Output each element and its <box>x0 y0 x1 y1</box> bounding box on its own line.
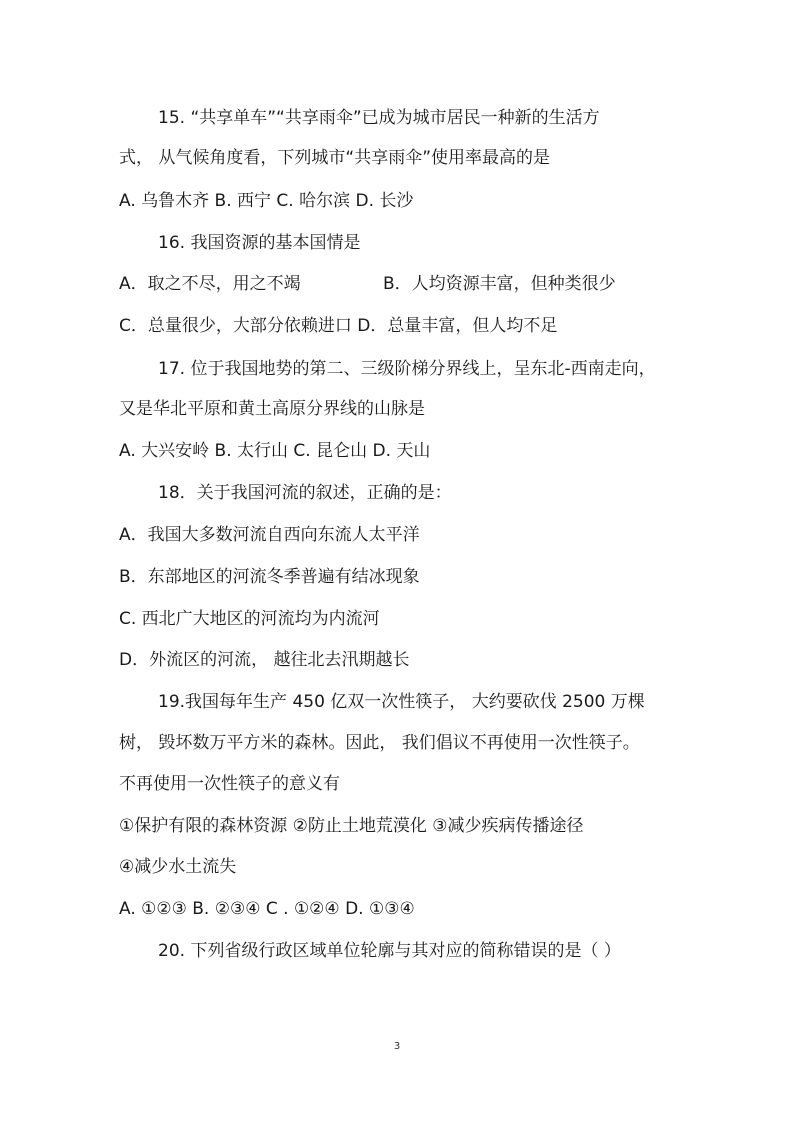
question-15-stem-line-2: 式， 从气候角度看，下列城市“共享雨伞”使用率最高的是 <box>119 148 551 168</box>
question-19-stem-line-2: 树， 毁坏数万平方米的森林。因此， 我们倡议不再使用一次性筷子。 <box>119 733 640 753</box>
question-17-stem-line-2: 又是华北平原和黄土高原分界线的山脉是 <box>119 399 425 419</box>
question-15-options: A. 乌鲁木齐 B. 西宁 C. 哈尔滨 D. 长沙 <box>119 191 414 211</box>
question-19-stem-line-1: 19.我国每年生产 450 亿双一次性筷子， 大约要砍伐 2500 万棵 <box>158 692 645 712</box>
question-18-option-a: A．我国大多数河流自西向东流人太平洋 <box>119 525 420 545</box>
question-19-stem-line-3: 不再使用一次性筷子的意义有 <box>119 774 340 794</box>
question-16-options-c-d: C．总量很少，大部分依赖进口 D．总量丰富，但人均不足 <box>119 316 558 336</box>
page-number: 3 <box>393 1041 401 1052</box>
question-16-stem: 16. 我国资源的基本国情是 <box>158 233 361 253</box>
question-19-options: A. ①②③ B. ②③④ C . ①②④ D. ①③④ <box>119 899 415 919</box>
question-20-stem: 20. 下列省级行政区域单位轮廓与其对应的简称错误的是（ ） <box>158 941 621 961</box>
question-18-stem: 18．关于我国河流的叙述，正确的是： <box>158 483 452 503</box>
question-15-stem-line-1: 15. “共享单车”“共享雨伞”已成为城市居民一种新的生活方 <box>158 108 600 128</box>
question-19-statements-line-2: ④减少水土流失 <box>119 857 237 877</box>
question-16-option-b: B．人均资源丰富，但种类很少 <box>383 274 616 294</box>
question-18-option-c: C. 西北广大地区的河流均为内流河 <box>119 609 380 629</box>
question-18-option-d: D．外流区的河流， 越往北去汛期越长 <box>119 650 410 670</box>
question-18-option-b: B．东部地区的河流冬季普遍有结冰现象 <box>119 567 420 587</box>
question-16-option-a: A．取之不尽，用之不竭 <box>119 274 301 294</box>
question-17-options: A. 大兴安岭 B. 太行山 C. 昆仑山 D. 天山 <box>119 441 431 461</box>
question-17-stem-line-1: 17. 位于我国地势的第二、三级阶梯分界线上，呈东北-西南走向， <box>158 359 656 379</box>
question-19-statements-line-1: ①保护有限的森林资源 ②防止土地荒漠化 ③减少疾病传播途径 <box>119 816 584 836</box>
